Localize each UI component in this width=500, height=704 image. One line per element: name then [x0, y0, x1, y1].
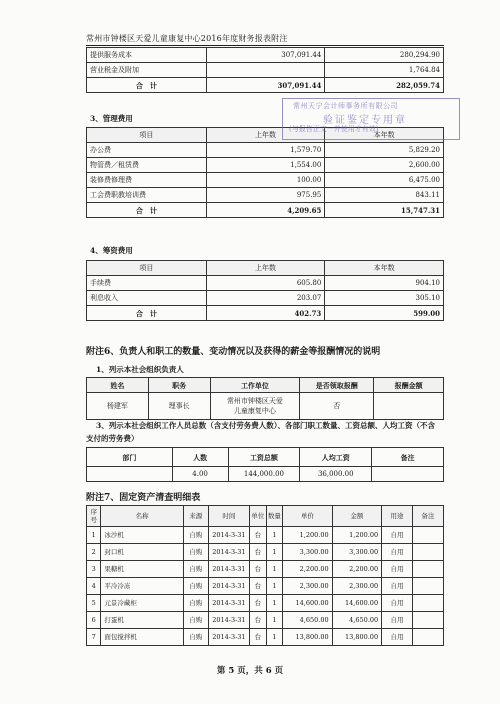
current-year-total: 282,059.74 — [325, 78, 444, 93]
column-header: 名称 — [101, 506, 183, 527]
current-year-value: 305.10 — [325, 291, 444, 306]
total-label: 合 计 — [87, 306, 207, 321]
asset-use: 自用 — [382, 544, 413, 561]
row-label: 营业税金及附加 — [87, 63, 207, 78]
column-header: 金额 — [332, 506, 381, 527]
asset-source: 自购 — [183, 595, 208, 612]
column-header: 单位 — [250, 506, 266, 527]
asset-price: 13,800.00 — [283, 629, 332, 646]
table-header-row — [87, 448, 444, 467]
row-label: 提供服务成本 — [87, 48, 207, 63]
table-row — [87, 158, 444, 173]
asset-qty: 1 — [266, 527, 282, 544]
asset-no: 5 — [87, 595, 101, 612]
prior-year-value — [206, 63, 325, 78]
stamp-line: 验证鉴定专用章 — [323, 115, 407, 126]
table-row — [87, 467, 444, 482]
page-header: 常州市钟楼区天爱儿童康复中心2016年度财务报表附注 — [86, 34, 288, 43]
person-paid-flag: 否 — [300, 393, 374, 420]
asset-use: 自用 — [382, 595, 413, 612]
row-label: 手续费 — [87, 276, 207, 291]
person-position: 理事长 — [148, 393, 210, 420]
financing-expenses-table — [86, 260, 444, 321]
row-label: 办公费 — [87, 143, 207, 158]
column-header: 备注 — [413, 506, 444, 527]
asset-name: 元景冷藏柜 — [101, 595, 183, 612]
note7-title: 附注7、固定资产清查明细表 — [86, 493, 201, 503]
asset-date: 2014-3-31 — [208, 544, 250, 561]
asset-qty: 1 — [266, 595, 282, 612]
note6-subheading-1: 1、列示本社会组织负责人 — [96, 365, 184, 374]
asset-use: 自用 — [382, 527, 413, 544]
asset-no: 2 — [87, 544, 101, 561]
total-label: 合 计 — [87, 203, 207, 218]
asset-source: 自购 — [183, 612, 208, 629]
row-label: 工会费职教培训费 — [87, 188, 207, 203]
asset-date: 2014-3-31 — [208, 578, 250, 595]
remark — [372, 467, 444, 482]
current-year-value: 1,764.84 — [325, 63, 444, 78]
column-header: 数量 — [266, 506, 282, 527]
table-row — [87, 561, 444, 578]
person-name: 杨建军 — [87, 393, 149, 420]
asset-unit: 台 — [250, 629, 266, 646]
asset-price: 14,600.00 — [283, 595, 332, 612]
prior-year-value: 203.07 — [206, 291, 325, 306]
table-row — [87, 629, 444, 646]
asset-name: 打蛋机 — [101, 612, 183, 629]
table-row — [87, 291, 444, 306]
prior-year-value: 975.95 — [206, 188, 325, 203]
row-label: 物管费／租赁费 — [87, 158, 207, 173]
header-rule — [86, 45, 444, 46]
asset-remark — [413, 629, 444, 646]
prior-year-value: 1,579.70 — [206, 143, 325, 158]
table-row — [87, 188, 444, 203]
asset-amount: 3,300.00 — [332, 544, 381, 561]
table-row — [87, 544, 444, 561]
total-label: 合 计 — [87, 78, 207, 93]
asset-price: 4,650.00 — [283, 612, 332, 629]
total-wages: 144,000.00 — [228, 467, 300, 482]
asset-qty: 1 — [266, 612, 282, 629]
asset-qty: 1 — [266, 561, 282, 578]
row-label: 装修费修理费 — [87, 173, 207, 188]
asset-unit: 台 — [250, 612, 266, 629]
table-row — [87, 527, 444, 544]
staff-summary-table — [86, 447, 444, 482]
asset-amount: 13,800.00 — [332, 629, 381, 646]
asset-amount: 2,300.00 — [332, 578, 381, 595]
prior-year-value: 1,554.00 — [206, 158, 325, 173]
table-row — [87, 595, 444, 612]
department — [87, 467, 173, 482]
section-title-admin-expenses: 3、管理费用 — [90, 114, 133, 123]
column-header: 序号 — [87, 506, 101, 527]
column-header: 来源 — [183, 506, 208, 527]
asset-no: 4 — [87, 578, 101, 595]
asset-name: 冰沙机 — [101, 527, 183, 544]
column-header: 姓名 — [87, 378, 149, 393]
table-row — [87, 63, 444, 78]
person-pay-amount — [374, 393, 444, 420]
page-footer: 第 5 页，共 6 页 — [216, 666, 284, 676]
asset-no: 3 — [87, 561, 101, 578]
asset-price: 2,200.00 — [283, 561, 332, 578]
note6-subheading-3-line1: 3、列示本社会组织工作人员总数（含支付劳务费人数）、各部门职工数量、工资总额、人均工资（不含 — [96, 421, 435, 430]
work-unit-line: 儿童康复中心 — [233, 407, 276, 415]
asset-name: 面包搅拌机 — [101, 629, 183, 646]
table-header-row — [87, 378, 444, 393]
work-unit-line: 常州市钟楼区天爱 — [226, 397, 283, 405]
current-year-total: 599.00 — [325, 306, 444, 321]
note6-subheading-3-line2: 支付的劳务费） — [86, 434, 139, 443]
column-header: 工作单位 — [210, 378, 300, 393]
column-header: 本年数 — [325, 261, 444, 276]
column-header: 人数 — [172, 448, 228, 467]
column-header: 是否领取报酬 — [300, 378, 374, 393]
column-header: 人均工资 — [300, 448, 372, 467]
asset-source: 自购 — [183, 544, 208, 561]
asset-use: 自用 — [382, 561, 413, 578]
asset-no: 1 — [87, 527, 101, 544]
column-header: 项目 — [87, 128, 207, 143]
responsible-person-table — [86, 377, 444, 420]
asset-amount: 1,200.00 — [332, 527, 381, 544]
asset-price: 3,300.00 — [283, 544, 332, 561]
current-year-value: 843.11 — [325, 188, 444, 203]
audit-seal-stamp — [282, 98, 460, 140]
admin-expenses-table — [86, 127, 444, 218]
section-title-financing-expenses: 4、筹资费用 — [90, 246, 133, 255]
asset-amount: 2,200.00 — [332, 561, 381, 578]
column-header: 部门 — [87, 448, 173, 467]
table-row — [87, 612, 444, 629]
column-header: 职务 — [148, 378, 210, 393]
total-row — [87, 203, 444, 218]
fixed-assets-table — [86, 505, 444, 646]
asset-date: 2014-3-31 — [208, 595, 250, 612]
asset-unit: 台 — [250, 544, 266, 561]
asset-use: 自用 — [382, 612, 413, 629]
table-row — [87, 578, 444, 595]
table-row — [87, 48, 444, 63]
asset-price: 1,200.00 — [283, 527, 332, 544]
asset-amount: 14,600.00 — [332, 595, 381, 612]
asset-name: 果糖机 — [101, 561, 183, 578]
asset-unit: 台 — [250, 527, 266, 544]
asset-source: 自购 — [183, 578, 208, 595]
row-label: 利息收入 — [87, 291, 207, 306]
current-year-value: 6,475.00 — [325, 173, 444, 188]
asset-name: 平冷冷冻 — [101, 578, 183, 595]
asset-name: 封口机 — [101, 544, 183, 561]
total-row — [87, 306, 444, 321]
average-wage: 36,000.00 — [300, 467, 372, 482]
asset-source: 自购 — [183, 527, 208, 544]
staff-count: 4.00 — [172, 467, 228, 482]
asset-use: 自用 — [382, 578, 413, 595]
asset-remark — [413, 578, 444, 595]
current-year-total: 15,747.31 — [325, 203, 444, 218]
asset-unit: 台 — [250, 578, 266, 595]
asset-source: 自购 — [183, 629, 208, 646]
column-header: 项目 — [87, 261, 207, 276]
stamp-line: (与报告正文一并使用才有效) — [289, 125, 379, 133]
asset-remark — [413, 595, 444, 612]
note6-title: 附注6、负责人和职工的数量、变动情况以及获得的薪金等报酬情况的说明 — [86, 347, 381, 357]
asset-use: 自用 — [382, 629, 413, 646]
asset-amount: 4,650.00 — [332, 612, 381, 629]
asset-date: 2014-3-31 — [208, 612, 250, 629]
column-header: 本年数 — [325, 128, 444, 143]
table-row — [87, 143, 444, 158]
service-cost-table — [86, 47, 444, 93]
person-work-unit — [210, 393, 300, 420]
asset-remark — [413, 544, 444, 561]
prior-year-total: 402.73 — [206, 306, 325, 321]
column-header: 上年数 — [206, 261, 325, 276]
asset-qty: 1 — [266, 629, 282, 646]
column-header: 用途 — [382, 506, 413, 527]
current-year-value: 2,600.00 — [325, 158, 444, 173]
prior-year-value: 605.80 — [206, 276, 325, 291]
table-row — [87, 173, 444, 188]
asset-no: 6 — [87, 612, 101, 629]
prior-year-value: 307,091.44 — [206, 48, 325, 63]
asset-remark — [413, 561, 444, 578]
asset-date: 2014-3-31 — [208, 527, 250, 544]
table-header-row — [87, 261, 444, 276]
asset-price: 2,300.00 — [283, 578, 332, 595]
current-year-value: 280,294.90 — [325, 48, 444, 63]
column-header: 上年数 — [206, 128, 325, 143]
prior-year-value: 100.00 — [206, 173, 325, 188]
current-year-value: 5,829.20 — [325, 143, 444, 158]
column-header: 时间 — [208, 506, 250, 527]
column-header: 备注 — [372, 448, 444, 467]
column-header: 工资总额 — [228, 448, 300, 467]
asset-source: 自购 — [183, 561, 208, 578]
table-row — [87, 276, 444, 291]
column-header: 报酬金额 — [374, 378, 444, 393]
asset-date: 2014-3-31 — [208, 561, 250, 578]
asset-unit: 台 — [250, 561, 266, 578]
asset-unit: 台 — [250, 595, 266, 612]
asset-remark — [413, 527, 444, 544]
current-year-value: 904.10 — [325, 276, 444, 291]
table-row — [87, 393, 444, 420]
stamp-line: 常州天宁会计师事务所有限公司 — [293, 102, 398, 110]
column-header: 单价 — [283, 506, 332, 527]
prior-year-total: 4,209.65 — [206, 203, 325, 218]
asset-qty: 1 — [266, 544, 282, 561]
asset-no: 7 — [87, 629, 101, 646]
total-row — [87, 78, 444, 93]
prior-year-total: 307,091.44 — [206, 78, 325, 93]
asset-qty: 1 — [266, 578, 282, 595]
asset-remark — [413, 612, 444, 629]
asset-date: 2014-3-31 — [208, 629, 250, 646]
table-header-row — [87, 506, 444, 527]
